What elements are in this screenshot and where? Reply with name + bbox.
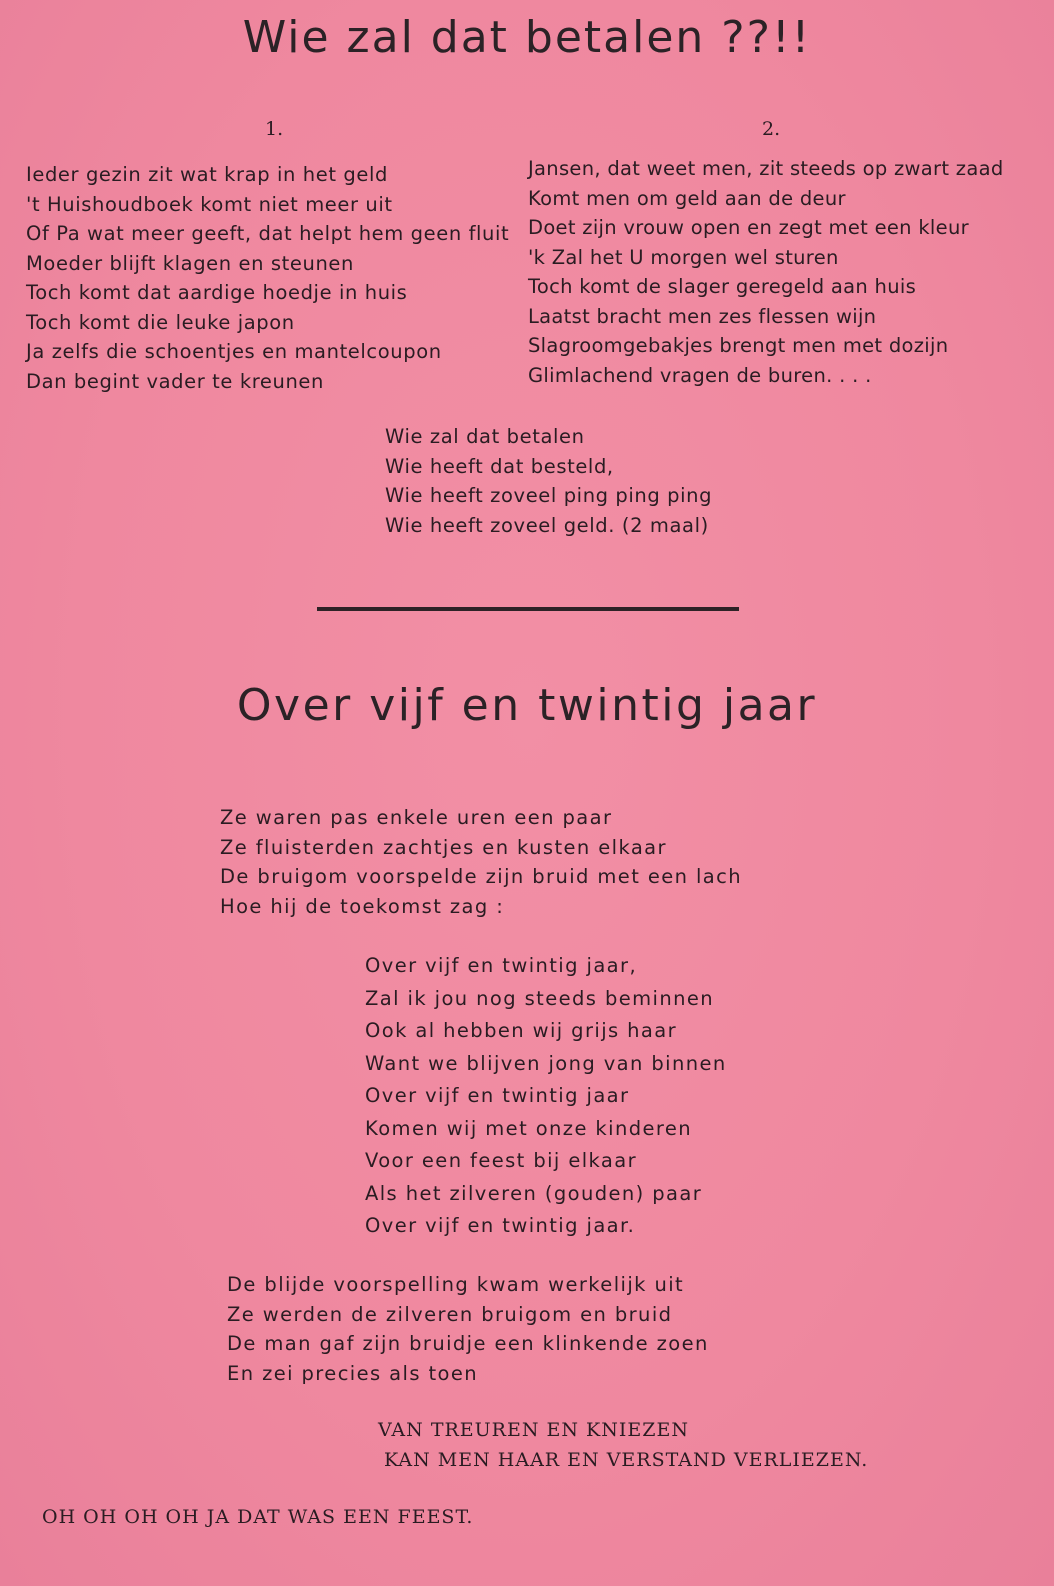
chorus-line: Over vijf en twintig jaar, xyxy=(365,954,638,977)
verse-line: Toch komt de slager geregeld aan huis xyxy=(528,275,917,298)
song1-title: Wie zal dat betalen ??!! xyxy=(242,12,812,63)
song2-refrain-caps xyxy=(378,1416,868,1475)
verse-line: Glimlachend vragen de buren. . . . xyxy=(528,363,872,387)
verse-line: De blijde voorspelling kwam werkelijk uit xyxy=(227,1273,685,1296)
verse-line: Jansen, dat weet men, zit steeds op zwart zaad xyxy=(528,157,1004,180)
chorus-line: Over vijf en twintig jaar. xyxy=(365,1214,636,1237)
chorus-line: Ook al hebben wij grijs haar xyxy=(365,1019,678,1042)
chorus-line: Wie heeft dat besteld, xyxy=(385,454,614,478)
verse-line: Of Pa wat meer geeft, dat helpt hem geen fluit xyxy=(26,222,510,245)
verse-line: Ja zelfs die schoentjes en mantelcoupon xyxy=(26,340,442,363)
verse-line: Hoe hij de toekomst zag : xyxy=(220,894,505,918)
verse-line: 't Huishoudboek komt niet meer uit xyxy=(26,192,393,216)
verse-line: Doet zijn vrouw open en zegt met een kleur xyxy=(528,216,969,239)
verse-line: Ze werden de zilveren bruigom en bruid xyxy=(227,1302,673,1326)
chorus-line: Voor een feest bij elkaar xyxy=(365,1149,638,1172)
chorus-line: Wie heeft zoveel ping ping ping xyxy=(385,484,713,507)
verse-line: Toch komt die leuke japon xyxy=(26,310,295,334)
song2-verse2 xyxy=(227,1270,709,1388)
verse1-number: 1. xyxy=(265,118,284,140)
verse-line: Slagroomgebakjes brengt men met dozijn xyxy=(528,334,949,357)
chorus-line: Wie heeft zoveel geld. (2 maal) xyxy=(385,513,709,537)
song1-verse2 xyxy=(528,154,1004,390)
verse2-number: 2. xyxy=(762,118,781,140)
chorus-line: Komen wij met onze kinderen xyxy=(365,1116,693,1140)
song1-verse1 xyxy=(26,160,509,396)
verse-line: Komt men om geld aan de deur xyxy=(528,186,846,210)
verse-line: Laatst bracht men zes flessen wijn xyxy=(528,304,877,328)
song2-verse1 xyxy=(220,803,742,921)
chorus-line: Over vijf en twintig jaar xyxy=(365,1084,630,1107)
verse-line: Toch komt dat aardige hoedje in huis xyxy=(26,281,408,304)
chorus-line: Als het zilveren (gouden) paar xyxy=(365,1181,703,1205)
verse-line: De bruigom voorspelde zijn bruid met een lach xyxy=(220,865,743,888)
verse-line: Ze waren pas enkele uren een paar xyxy=(220,806,613,829)
closing-line: OH OH OH OH JA DAT WAS EEN FEEST. xyxy=(42,1506,474,1528)
caps-line: KAN MEN HAAR EN VERSTAND VERLIEZEN. xyxy=(384,1448,869,1471)
section-divider xyxy=(317,607,739,611)
chorus-line: Want we blijven jong van binnen xyxy=(365,1051,727,1075)
chorus-line: Wie zal dat betalen xyxy=(385,425,585,448)
verse-line: Ieder gezin zit wat krap in het geld xyxy=(26,163,388,186)
verse-line: Ze fluisterden zachtjes en kusten elkaar xyxy=(220,835,667,859)
verse-line: Dan begint vader te kreunen xyxy=(26,369,324,393)
song2-chorus xyxy=(365,950,727,1243)
verse-line: En zei precies als toen xyxy=(227,1361,479,1385)
verse-line: De man gaf zijn bruidje een klinkende zoen xyxy=(227,1332,709,1355)
chorus-line: Zal ik jou nog steeds beminnen xyxy=(365,986,715,1010)
song1-chorus xyxy=(385,422,712,540)
verse-line: 'k Zal het U morgen wel sturen xyxy=(528,245,839,269)
song2-title: Over vijf en twintig jaar xyxy=(236,680,818,731)
caps-line: VAN TREUREN EN KNIEZEN xyxy=(378,1419,689,1441)
verse-line: Moeder blijft klagen en steunen xyxy=(26,251,354,275)
